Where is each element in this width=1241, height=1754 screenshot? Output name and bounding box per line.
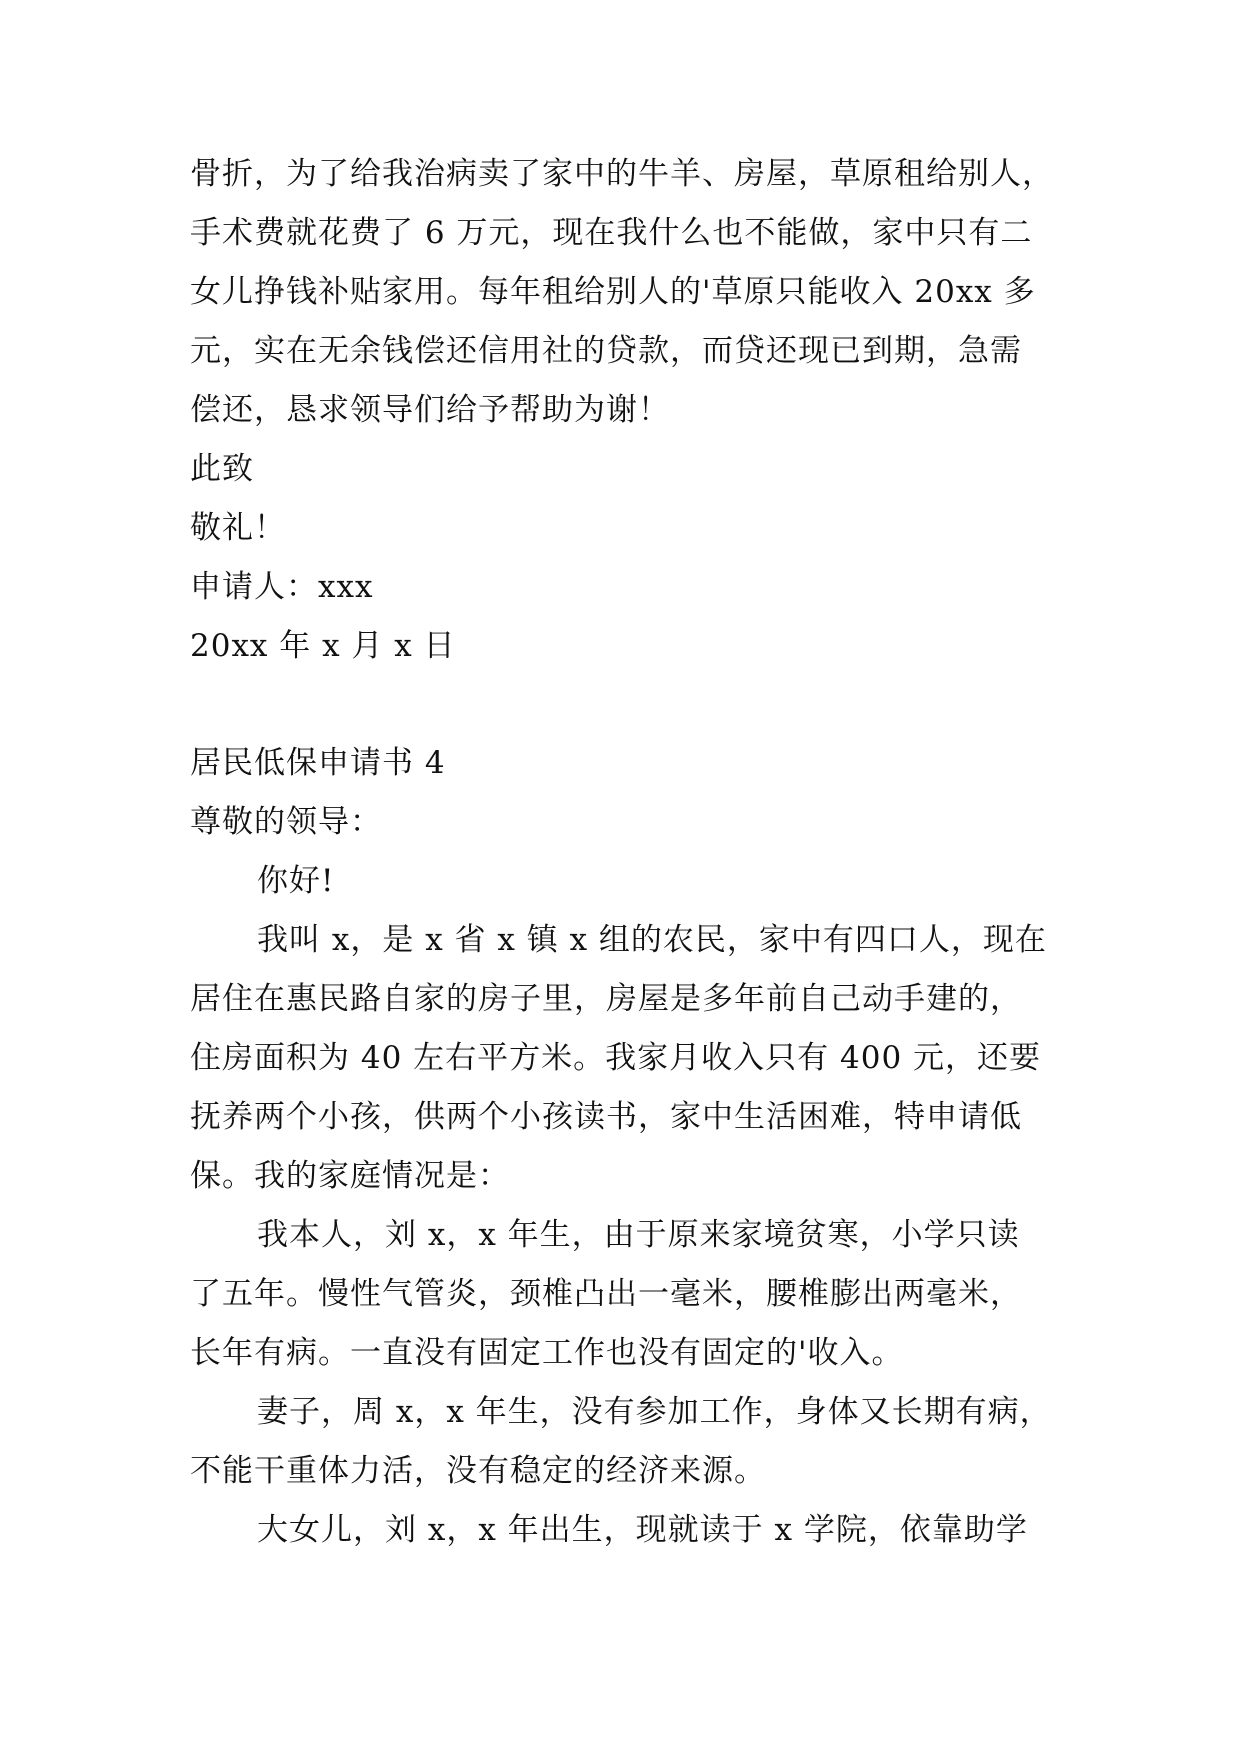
text-line: 保。我的家庭情况是： [190,1158,510,1194]
text-line: 偿还，恳求领导们给予帮助为谢！ [190,392,670,428]
applicant-line: 申请人：xxx [190,569,374,605]
closing-line: 此致 [190,451,254,487]
text-line: 元，实在无余钱偿还信用社的贷款，而贷还现已到期，急需 [190,333,1022,369]
date-line: 20xx 年 x 月 x 日 [190,628,456,664]
text-line: 不能干重体力活，没有稳定的经济来源。 [190,1453,766,1489]
greeting-recipient: 尊敬的领导： [190,804,382,840]
text-line: 抚养两个小孩，供两个小孩读书，家中生活困难，特申请低 [190,1099,1022,1135]
salutation-line: 敬礼！ [190,510,286,546]
text-line: 手术费就花费了 6 万元，现在我什么也不能做，家中只有二 [190,215,1033,251]
text-line: 长年有病。一直没有固定工作也没有固定的'收入。 [190,1335,904,1371]
text-line: 骨折，为了给我治病卖了家中的牛羊、房屋，草原租给别人， [190,156,1054,192]
text-line: 我叫 x，是 x 省 x 镇 x 组的农民，家中有四口人，现在 [257,922,1047,958]
text-line: 我本人，刘 x，x 年生，由于原来家境贫寒，小学只读 [257,1217,1020,1253]
text-line: 女儿挣钱补贴家用。每年租给别人的'草原只能收入 20xx 多 [190,274,1036,310]
text-line: 居住在惠民路自家的房子里，房屋是多年前自己动手建的， [190,981,1022,1017]
section-title: 居民低保申请书 4 [190,745,446,781]
greeting-line: 你好! [257,863,335,899]
text-line: 妻子，周 x，x 年生，没有参加工作，身体又长期有病， [257,1394,1052,1430]
text-line: 了五年。慢性气管炎，颈椎凸出一毫米，腰椎膨出两毫米， [190,1276,1022,1312]
text-line: 住房面积为 40 左右平方米。我家月收入只有 400 元，还要 [190,1040,1042,1076]
text-line: 大女儿，刘 x，x 年出生，现就读于 x 学院，依靠助学 [257,1512,1028,1548]
